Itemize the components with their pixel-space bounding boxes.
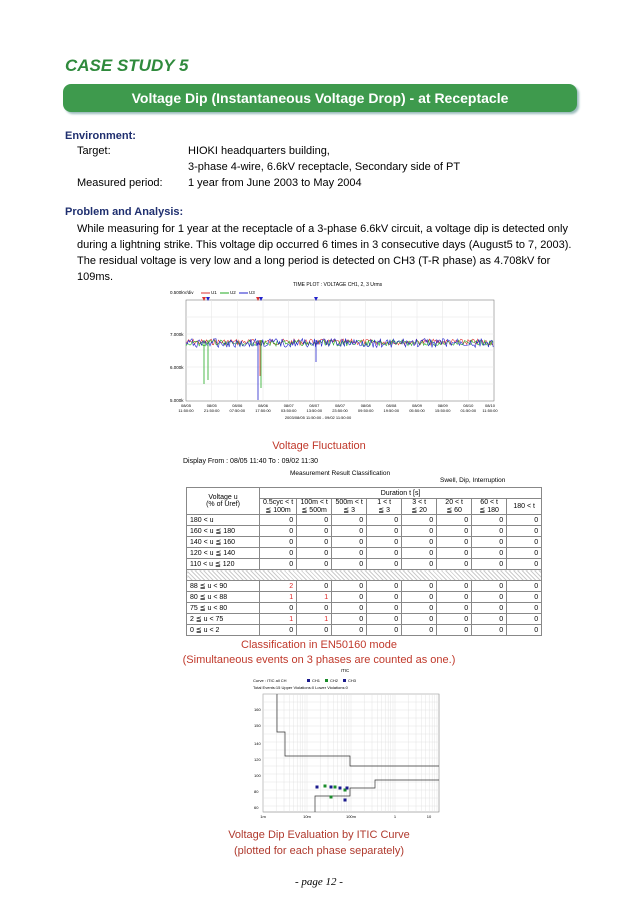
- table-cell: 0: [367, 614, 402, 625]
- x-tick-date: 08/10: [484, 403, 496, 408]
- table-cell: 0: [367, 581, 402, 592]
- duration-col-header: [367, 499, 402, 515]
- classification-type: Swell, Dip, Interruption: [440, 477, 506, 484]
- table-cell: 0: [507, 526, 542, 537]
- x-tick-date: 08/06: [232, 403, 243, 408]
- table-cell: 0: [332, 548, 367, 559]
- x-tick-time: 13:50:00: [306, 408, 323, 413]
- period-value: 1 year from June 2003 to May 2004: [188, 177, 362, 189]
- table-cell: 0: [437, 581, 472, 592]
- time-plot-range: 2003/08/05 11:50:00 - 09/02 11:50:00: [284, 415, 352, 420]
- x-tick-date: 08/06: [257, 403, 269, 408]
- itic-caption: Voltage Dip Evaluation by ITIC Curve: [228, 829, 410, 841]
- duration-col-header: [472, 499, 507, 515]
- duration-col-header: [297, 499, 332, 515]
- time-plot-legend: [201, 290, 255, 295]
- table-cell: 0: [260, 548, 297, 559]
- x-tick-time: 11:50:00: [178, 408, 194, 413]
- voltage-fluctuation-plot: [168, 280, 498, 440]
- table-cell: 0: [437, 625, 472, 636]
- legend-u1: U1: [211, 290, 217, 295]
- table-cell: 0: [437, 526, 472, 537]
- table-cell: 0: [402, 603, 437, 614]
- duration-col-header: [332, 499, 367, 515]
- itic-curve-info: Curve : ITIC all CH: [253, 678, 287, 683]
- table-cell: 0: [260, 603, 297, 614]
- x-tick-date: 08/07: [283, 403, 294, 408]
- duration-col-line1: 3 < t: [412, 499, 427, 506]
- table-cell: 0: [507, 614, 542, 625]
- table-cell: 0: [297, 548, 332, 559]
- row-label: 160 < u ≦ 180: [187, 526, 260, 537]
- row-label: 88 ≦ u < 90: [187, 581, 260, 592]
- itic-chart: [245, 666, 445, 826]
- x-tick: 100m: [345, 814, 357, 819]
- case-study-title: CASE STUDY 5: [65, 56, 189, 75]
- table-cell: 0: [507, 581, 542, 592]
- table-cell: 0: [472, 603, 507, 614]
- legend-ch3-marker: [343, 679, 346, 682]
- table-cell: 0: [437, 515, 472, 526]
- itic-legend: [307, 678, 357, 683]
- table-cell: 0: [507, 625, 542, 636]
- table-cell: 0: [402, 537, 437, 548]
- itic-totals: Total Events:15 Upper Violations:0 Lower Violations:0: [253, 685, 348, 690]
- x-tick-time: 09:50:00: [357, 408, 374, 413]
- y-tick-7000: 7.000k: [170, 332, 184, 337]
- table-cell: 0: [332, 559, 367, 570]
- y-tick: 140: [254, 741, 261, 746]
- table-cell: 0: [402, 581, 437, 592]
- table-divider: [187, 570, 542, 581]
- table-cell: 0: [437, 614, 472, 625]
- table-cell: 0: [402, 625, 437, 636]
- environment-heading: Environment:: [65, 130, 136, 142]
- table-row: [187, 625, 542, 636]
- table-cell: 2: [260, 581, 297, 592]
- table-row: [187, 592, 542, 603]
- voltage-fluctuation-caption: Voltage Fluctuation: [272, 440, 366, 452]
- duration-col-line2: ≦ 100m: [265, 507, 291, 514]
- table-cell: 0: [437, 559, 472, 570]
- table-cell: 0: [507, 515, 542, 526]
- period-label: Measured period:: [77, 177, 163, 189]
- table-cell: 0: [367, 526, 402, 537]
- x-tick-date: 08/08: [360, 403, 371, 408]
- table-cell: 0: [507, 537, 542, 548]
- itic-event-point: [330, 786, 333, 789]
- table-cell: 0: [472, 625, 507, 636]
- table-cell: 0: [402, 526, 437, 537]
- x-tick-time: 19:50:00: [383, 408, 400, 413]
- duration-col-line2: ≦ 60: [446, 507, 462, 514]
- row-label: 120 < u ≦ 140: [187, 548, 260, 559]
- table-cell: 0: [332, 526, 367, 537]
- duration-col-header: [437, 499, 472, 515]
- itic-event-point: [324, 785, 327, 788]
- legend-u3: U3: [249, 290, 255, 295]
- itic-y-ticks: [254, 707, 261, 810]
- table-cell: 0: [297, 581, 332, 592]
- duration-col-line2: ≦ 3: [378, 507, 390, 514]
- table-cell: 0: [367, 548, 402, 559]
- itic-event-point: [334, 786, 337, 789]
- duration-col-line2: ≦ 3: [343, 507, 355, 514]
- itic-x-ticks: [260, 814, 432, 819]
- table-cell: 0: [472, 581, 507, 592]
- legend-ch2: CH2: [330, 678, 339, 683]
- voltage-header-line1: Voltage u: [208, 494, 238, 501]
- table-row: [187, 581, 542, 592]
- table-cell: 0: [437, 537, 472, 548]
- table-cell: 0: [367, 592, 402, 603]
- x-tick-time: 15:50:00: [434, 408, 451, 413]
- table-cell: 0: [260, 559, 297, 570]
- table-row: [187, 614, 542, 625]
- duration-col-header: [260, 499, 297, 515]
- y-tick: 150: [254, 723, 261, 728]
- duration-col-line1: 1 < t: [377, 499, 392, 506]
- table-cell: 1: [260, 592, 297, 603]
- classification-note: (Simultaneous events on 3 phases are counted as one.): [182, 654, 456, 666]
- itic-event-point: [330, 796, 333, 799]
- table-cell: 0: [402, 548, 437, 559]
- table-cell: 0: [437, 548, 472, 559]
- y-tick: 100: [254, 773, 261, 778]
- voltage-header-line2: (% of Uref): [206, 501, 240, 508]
- duration-col-line2: ≦ 500m: [301, 507, 327, 514]
- x-tick-date: 08/10: [463, 403, 474, 408]
- table-cell: 0: [367, 625, 402, 636]
- x-tick-time: 05:50:00: [409, 408, 425, 413]
- classification-table-wrap: [186, 487, 542, 636]
- table-cell: 0: [297, 559, 332, 570]
- duration-col-line2: ≦ 180: [479, 507, 499, 514]
- table-cell: 0: [507, 603, 542, 614]
- duration-col-line1: 20 < t: [445, 499, 464, 506]
- x-tick-date: 08/07: [334, 403, 346, 408]
- x-tick-time: 01:50:00: [460, 408, 477, 413]
- row-label: 0 ≦ u < 2: [187, 625, 260, 636]
- table-cell: 0: [260, 526, 297, 537]
- duration-col-line1: 60 < t: [480, 499, 499, 506]
- y-tick: 160: [254, 707, 261, 712]
- table-cell: 0: [367, 559, 402, 570]
- x-tick-time: 17:50:00: [255, 408, 271, 413]
- row-label: 140 < u ≦ 160: [187, 537, 260, 548]
- table-row: [187, 526, 542, 537]
- itic-event-point: [316, 786, 319, 789]
- table-cell: 0: [260, 537, 297, 548]
- table-cell: 0: [472, 592, 507, 603]
- x-tick: 1m: [260, 814, 266, 819]
- itic-event-point: [339, 787, 342, 790]
- display-range: Display From : 08/05 11:40 To : 09/02 11:30: [183, 458, 319, 465]
- table-cell: 0: [507, 548, 542, 559]
- row-label: 110 < u ≦ 120: [187, 559, 260, 570]
- x-tick-time: 03:50:00: [280, 408, 297, 413]
- duration-col-line1: 180 < t: [513, 503, 535, 510]
- table-cell: 0: [260, 515, 297, 526]
- duration-header: Duration t [s]: [260, 488, 542, 499]
- legend-u2: U2: [230, 290, 236, 295]
- table-cell: 0: [260, 625, 297, 636]
- itic-event-point: [346, 787, 349, 790]
- time-plot-title: TIME PLOT : VOLTAGE CH1, 2, 3 Urms: [293, 282, 383, 288]
- duration-col-line1: 100m < t: [300, 499, 328, 506]
- x-axis-ticks: [178, 403, 498, 413]
- table-cell: 0: [332, 537, 367, 548]
- table-cell: 0: [402, 614, 437, 625]
- problem-text: While measuring for 1 year at the receptacle of a 3-phase 6.6kV circuit, a voltage dip is detected only during a lightning strike. This voltage dip occurred 6 times in 3 consecutive days (August5 to 7, 2003). The residual voltage is very low and a long period is detected on CH3 (T-R phase) as 4.708kV for 109ms.: [77, 223, 572, 283]
- page-number: - page 12 -: [295, 876, 343, 888]
- x-tick: 10m: [303, 814, 311, 819]
- legend-ch1-marker: [307, 679, 310, 682]
- x-tick-time: 11:50:00: [482, 408, 498, 413]
- x-tick-time: 23:50:00: [332, 408, 348, 413]
- table-cell: 0: [507, 559, 542, 570]
- table-cell: 0: [367, 515, 402, 526]
- voltage-col-header: [187, 488, 260, 515]
- table-cell: 0: [332, 614, 367, 625]
- duration-col-header: [402, 499, 437, 515]
- y-tick: 80: [254, 789, 259, 794]
- duration-col-line1: 500m < t: [335, 499, 363, 506]
- time-plot-scale: 0.500kV/div: [170, 290, 194, 295]
- table-cell: 0: [472, 515, 507, 526]
- table-cell: 0: [472, 614, 507, 625]
- duration-col-line2: ≦ 20: [411, 507, 427, 514]
- x-tick-date: 08/05: [206, 403, 217, 408]
- table-cell: 1: [297, 592, 332, 603]
- table-cell: 0: [437, 592, 472, 603]
- table-cell: 0: [472, 559, 507, 570]
- itic-note: (plotted for each phase separately): [234, 845, 404, 857]
- table-cell: 0: [402, 559, 437, 570]
- row-label: 75 ≦ u < 80: [187, 603, 260, 614]
- table-row: [187, 515, 542, 526]
- table-row: [187, 548, 542, 559]
- x-tick-time: 07:50:00: [229, 408, 246, 413]
- table-cell: 0: [332, 625, 367, 636]
- legend-ch1: CH1: [312, 678, 321, 683]
- itic-title: ITIC: [340, 668, 350, 673]
- x-tick-date: 08/09: [411, 403, 423, 408]
- table-row: [187, 537, 542, 548]
- row-label: 80 ≦ u < 88: [187, 592, 260, 603]
- title-banner: Voltage Dip (Instantaneous Voltage Drop) - at Receptacle: [63, 84, 577, 112]
- target-label: Target:: [77, 145, 111, 157]
- table-cell: 1: [260, 614, 297, 625]
- table-cell: 0: [367, 603, 402, 614]
- row-label: 180 < u: [187, 515, 260, 526]
- table-cell: 0: [472, 526, 507, 537]
- y-tick-6000: 6.000k: [170, 365, 184, 370]
- table-cell: 1: [297, 614, 332, 625]
- x-tick-time: 21:50:00: [203, 408, 220, 413]
- x-tick-date: 08/07: [309, 403, 320, 408]
- x-tick-date: 08/09: [437, 403, 448, 408]
- table-row: [187, 559, 542, 570]
- table-cell: 0: [332, 592, 367, 603]
- x-tick-date: 08/08: [386, 403, 397, 408]
- table-cell: 0: [402, 515, 437, 526]
- table-cell: 0: [297, 526, 332, 537]
- x-tick: 10: [426, 814, 432, 819]
- table-cell: 0: [332, 515, 367, 526]
- problem-heading: Problem and Analysis:: [65, 206, 184, 218]
- table-cell: 0: [297, 603, 332, 614]
- duration-col-line1: 0.5cyc < t: [263, 499, 294, 506]
- table-cell: 0: [297, 537, 332, 548]
- legend-ch3: CH3: [348, 678, 357, 683]
- y-tick-5000: 5.000k: [170, 398, 184, 403]
- x-tick: 1: [393, 814, 397, 819]
- classification-subtitle: Measurement Result Classification: [290, 470, 391, 477]
- legend-ch2-marker: [325, 679, 328, 682]
- table-cell: 0: [437, 603, 472, 614]
- table-cell: 0: [472, 537, 507, 548]
- classification-caption: Classification in EN50160 mode: [241, 639, 397, 651]
- itic-event-point: [344, 799, 347, 802]
- x-tick-date: 08/05: [180, 403, 192, 408]
- duration-col-header: [507, 499, 542, 515]
- table-cell: 0: [507, 592, 542, 603]
- row-label: 2 ≦ u < 75: [187, 614, 260, 625]
- table-cell: 0: [297, 515, 332, 526]
- target-line-1: HIOKI headquarters building,: [188, 145, 330, 157]
- table-cell: 0: [332, 581, 367, 592]
- swell-rows: [187, 515, 542, 570]
- table-row: [187, 603, 542, 614]
- table-cell: 0: [472, 548, 507, 559]
- table-cell: 0: [367, 537, 402, 548]
- table-cell: 0: [297, 625, 332, 636]
- y-tick: 60: [254, 805, 259, 810]
- y-tick: 120: [254, 757, 261, 762]
- classification-table: [186, 487, 542, 636]
- table-cell: 0: [402, 592, 437, 603]
- table-cell: 0: [332, 603, 367, 614]
- dip-rows: [187, 581, 542, 636]
- target-line-2: 3-phase 4-wire, 6.6kV receptacle, Secondary side of PT: [188, 161, 461, 173]
